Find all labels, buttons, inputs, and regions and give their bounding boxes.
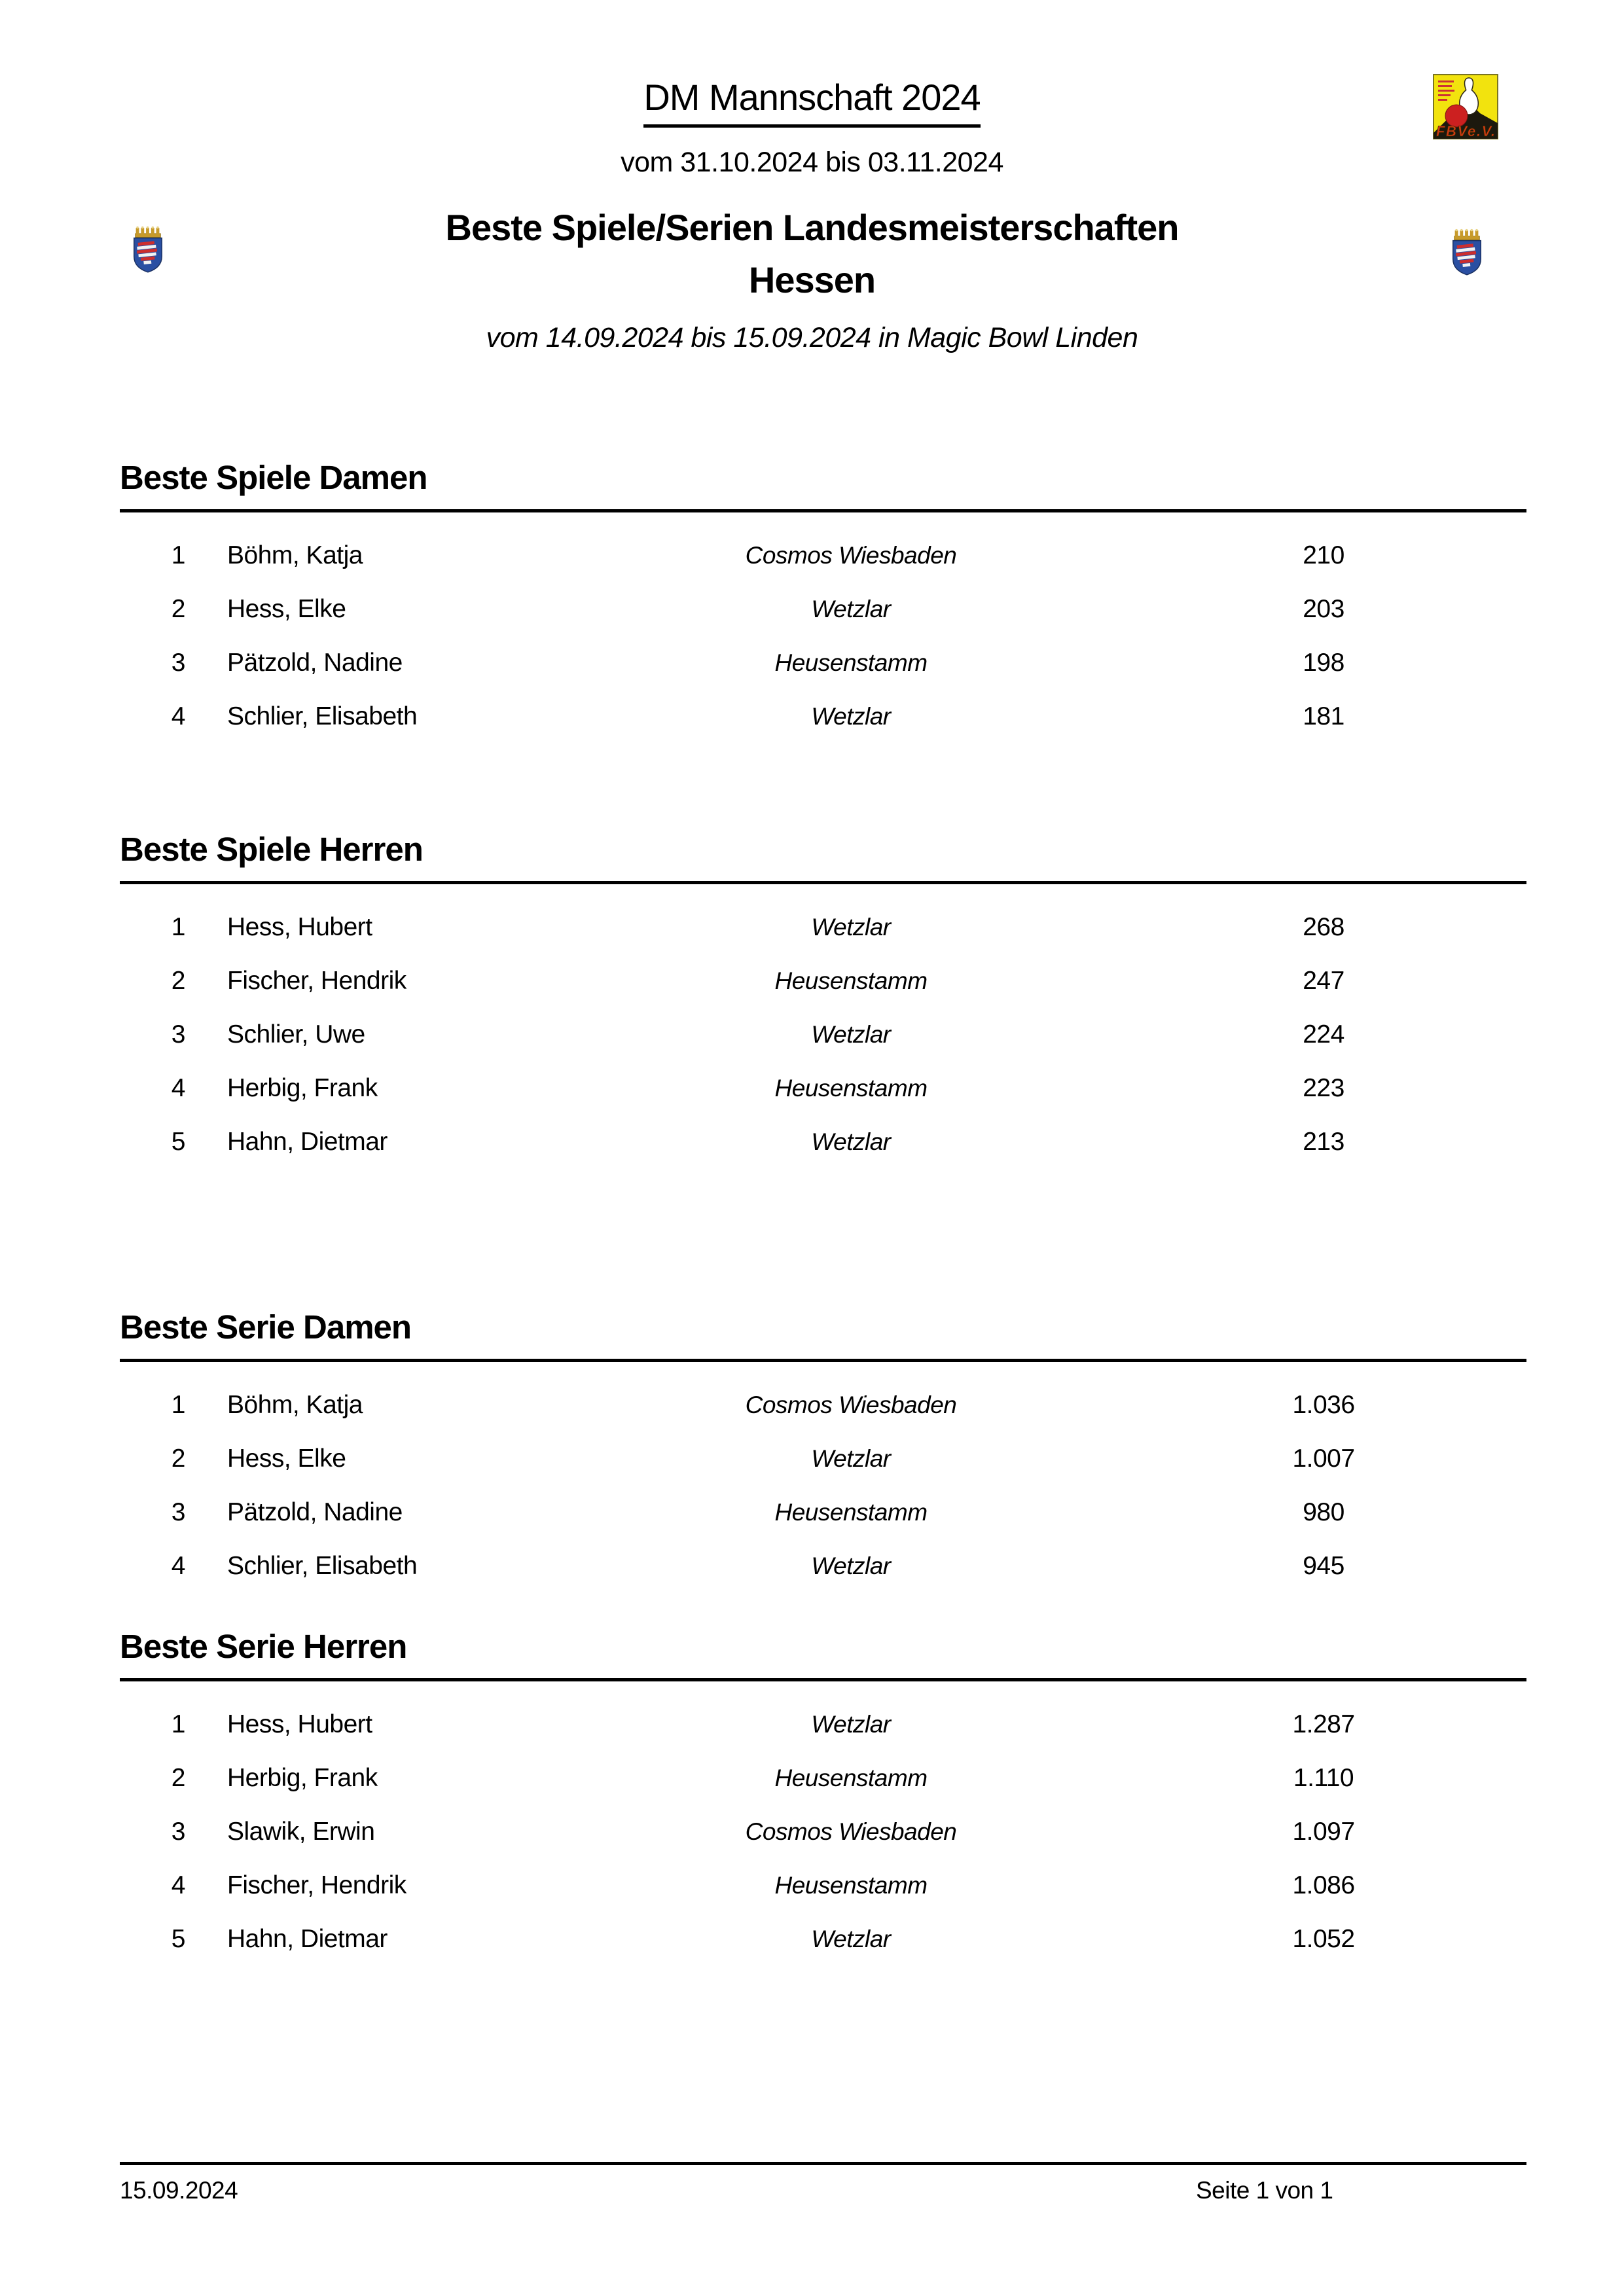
score-value: 1.086 — [1292, 1871, 1355, 1899]
rank-cell: 5 — [171, 1128, 185, 1156]
report-title-line1: Beste Spiele/Serien Landesmeisterschaften — [445, 207, 1179, 248]
section-rows — [0, 1378, 1624, 1593]
player-name: Hess, Elke — [227, 595, 346, 623]
table-row — [0, 1859, 1624, 1912]
report-title — [0, 202, 1624, 306]
rank-cell: 3 — [171, 649, 185, 677]
club-name: Heusenstamm — [774, 649, 928, 676]
player-name: Schlier, Elisabeth — [227, 702, 418, 730]
club-name: Heusenstamm — [774, 967, 928, 994]
score-value: 268 — [1303, 913, 1344, 941]
table-row — [0, 1432, 1624, 1486]
report-title-line2: Hessen — [748, 259, 876, 301]
fbv-logo — [1432, 74, 1499, 139]
player-name: Hahn, Dietmar — [227, 1128, 388, 1156]
rank-cell: 4 — [171, 1552, 185, 1580]
rank-cell: 2 — [171, 967, 185, 995]
footer-rule — [120, 2162, 1526, 2165]
rank-cell: 1 — [171, 541, 185, 569]
table-row — [0, 690, 1624, 744]
club-name: Wetzlar — [811, 1128, 891, 1155]
event-info: vom 14.09.2024 bis 15.09.2024 in Magic Bowl Linden — [486, 322, 1138, 353]
table-row — [0, 529, 1624, 583]
section-title: Beste Serie Damen — [120, 1308, 412, 1346]
club-name: Cosmos Wiesbaden — [745, 542, 957, 569]
score-value: 1.036 — [1292, 1391, 1355, 1419]
player-name: Schlier, Uwe — [227, 1020, 365, 1049]
club-name: Wetzlar — [811, 703, 891, 730]
club-name: Heusenstamm — [774, 1872, 928, 1899]
rank-cell: 3 — [171, 1818, 185, 1846]
player-name: Hess, Hubert — [227, 913, 372, 941]
table-row — [0, 1751, 1624, 1805]
section-rule — [120, 881, 1526, 884]
table-row — [0, 1062, 1624, 1115]
rank-cell: 3 — [171, 1498, 185, 1526]
section-rows — [0, 901, 1624, 1169]
table-row — [0, 1486, 1624, 1539]
player-name: Herbig, Frank — [227, 1074, 378, 1102]
club-name: Cosmos Wiesbaden — [745, 1818, 957, 1845]
table-row — [0, 1008, 1624, 1062]
table-row — [0, 1539, 1624, 1593]
logo-acronym: FBVe.V. — [1436, 123, 1495, 139]
section-rule — [120, 509, 1526, 512]
club-name: Wetzlar — [811, 1445, 891, 1472]
document-title-text: DM Mannschaft 2024 — [643, 76, 980, 128]
table-row — [0, 954, 1624, 1008]
player-name: Hess, Elke — [227, 1444, 346, 1473]
score-value: 1.287 — [1292, 1710, 1355, 1738]
hessen-crest-graphic — [1448, 228, 1486, 276]
rank-cell: 3 — [171, 1020, 185, 1049]
score-value: 213 — [1303, 1128, 1344, 1156]
score-value: 198 — [1303, 649, 1344, 677]
player-name: Schlier, Elisabeth — [227, 1552, 418, 1580]
player-name: Fischer, Hendrik — [227, 967, 406, 995]
player-name: Hess, Hubert — [227, 1710, 372, 1738]
rank-cell: 1 — [171, 1710, 185, 1738]
section-rows — [0, 1698, 1624, 1966]
club-name: Heusenstamm — [774, 1075, 928, 1102]
hessen-crest-right — [1448, 228, 1486, 276]
player-name: Fischer, Hendrik — [227, 1871, 406, 1899]
hessen-crest-left — [129, 225, 167, 274]
club-name: Wetzlar — [811, 1926, 891, 1952]
score-value: 224 — [1303, 1020, 1344, 1049]
rank-cell: 4 — [171, 702, 185, 730]
section-title: Beste Spiele Damen — [120, 459, 427, 496]
club-name: Wetzlar — [811, 914, 891, 941]
rank-cell: 1 — [171, 913, 185, 941]
table-row — [0, 1805, 1624, 1859]
club-name: Wetzlar — [811, 596, 891, 622]
table-row — [0, 1912, 1624, 1966]
rank-cell: 1 — [171, 1391, 185, 1419]
score-value: 203 — [1303, 595, 1344, 623]
player-name: Böhm, Katja — [227, 541, 363, 569]
rank-cell: 4 — [171, 1074, 185, 1102]
document-title — [0, 76, 1624, 128]
table-row — [0, 583, 1624, 636]
player-name: Slawik, Erwin — [227, 1818, 375, 1846]
rank-cell: 2 — [171, 1444, 185, 1473]
section-title: Beste Serie Herren — [120, 1628, 407, 1665]
score-value: 181 — [1303, 702, 1344, 730]
club-name: Cosmos Wiesbaden — [745, 1391, 957, 1418]
section-rows — [0, 529, 1624, 744]
footer-page-number: Seite 1 von 1 — [1196, 2177, 1333, 2204]
player-name: Hahn, Dietmar — [227, 1925, 388, 1953]
club-name: Heusenstamm — [774, 1765, 928, 1791]
footer-date: 15.09.2024 — [120, 2177, 238, 2204]
player-name: Herbig, Frank — [227, 1764, 378, 1792]
score-value: 980 — [1303, 1498, 1344, 1526]
player-name: Pätzold, Nadine — [227, 1498, 403, 1526]
club-name: Heusenstamm — [774, 1499, 928, 1526]
score-value: 1.052 — [1292, 1925, 1355, 1953]
section-rule — [120, 1678, 1526, 1681]
player-name: Böhm, Katja — [227, 1391, 363, 1419]
table-row — [0, 636, 1624, 690]
fbv-logo-graphic — [1432, 74, 1499, 139]
rank-cell: 2 — [171, 595, 185, 623]
score-value: 210 — [1303, 541, 1344, 569]
crest-crown — [135, 226, 161, 238]
hessen-crest-graphic — [129, 225, 167, 274]
table-row — [0, 1698, 1624, 1751]
table-row — [0, 1378, 1624, 1432]
championship-date-range: vom 31.10.2024 bis 03.11.2024 — [621, 147, 1003, 178]
section-title: Beste Spiele Herren — [120, 831, 423, 868]
table-row — [0, 901, 1624, 954]
rank-cell: 5 — [171, 1925, 185, 1953]
crest-crown — [1454, 229, 1480, 240]
section-rule — [120, 1359, 1526, 1362]
table-row — [0, 1115, 1624, 1169]
score-value: 1.097 — [1292, 1818, 1355, 1846]
score-value: 247 — [1303, 967, 1344, 995]
score-value: 945 — [1303, 1552, 1344, 1580]
score-value: 1.110 — [1293, 1764, 1354, 1792]
player-name: Pätzold, Nadine — [227, 649, 403, 677]
club-name: Wetzlar — [811, 1552, 891, 1579]
rank-cell: 4 — [171, 1871, 185, 1899]
club-name: Wetzlar — [811, 1021, 891, 1048]
score-value: 223 — [1303, 1074, 1344, 1102]
rank-cell: 2 — [171, 1764, 185, 1792]
club-name: Wetzlar — [811, 1711, 891, 1738]
score-value: 1.007 — [1292, 1444, 1355, 1473]
